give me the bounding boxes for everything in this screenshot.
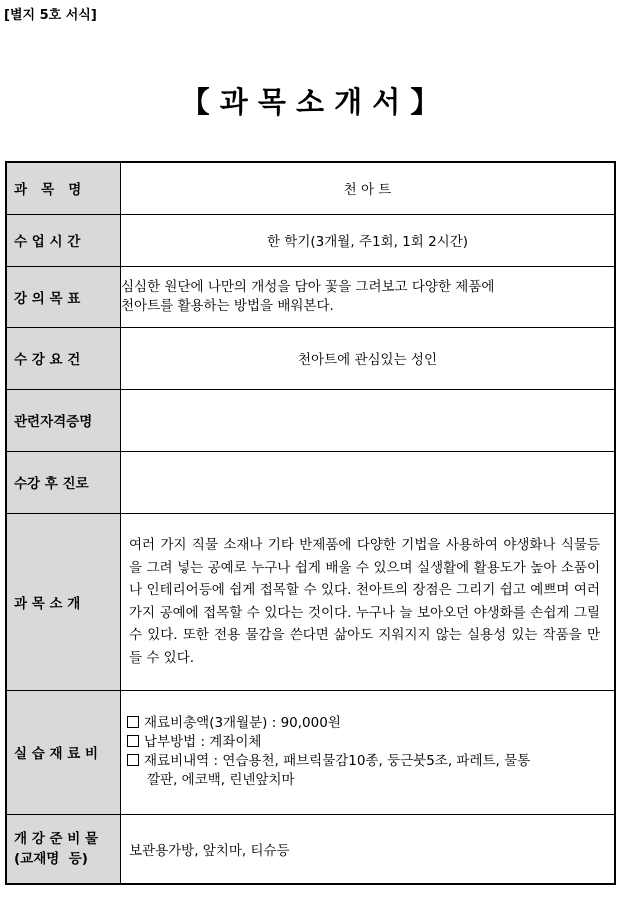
checkbox-icon [127, 716, 139, 728]
materials-item-continued: 깔판, 에코백, 린넨앞치마 [147, 772, 295, 788]
materials-list [121, 690, 616, 814]
career-label: 수강 후 진로 [6, 451, 121, 513]
class-hours-value: 한 학기(3개월, 주1회, 1회 2시간) [121, 214, 616, 266]
preparation-value: 보관용가방, 앞치마, 티슈등 [121, 814, 616, 884]
career-value [121, 451, 616, 513]
objective-line: 심심한 원단에 나만의 개성을 담아 꽃을 그려보고 다양한 제품에 [121, 278, 495, 295]
course-name-label: 과 목 명 [6, 162, 121, 214]
table-row [6, 814, 615, 884]
certification-value [121, 389, 616, 451]
preparation-label: 개 강 준 비 물 (교재명 등) [6, 814, 121, 884]
table-row [6, 451, 615, 513]
form-number-label: [별지 5호 서식] [4, 8, 97, 23]
materials-item: 재료비총액(3개월분) : 90,000원 [127, 714, 614, 733]
introduction-text: 여러 가지 직물 소재나 기타 반제품에 다양한 기법을 사용하여 야생화나 식물등을 그려 넣는 공예로 누구나 쉽게 배울 수 있으며 실생활에 활용도가 높아 소품이나 인테리어등에 쉽게 접목할 수 있다. 천아트의 장점은 그리기 쉽고 예쁘며 여러 가지 공예에 접목할 수 있다는 것이다. 누구나 늘 보아오던 야생화를 손쉽게 그릴 수 있다. 또한 전용 물감을 쓴다면 삶아도 지워지지 않는 실용성 있는 작품을 만들 수 있다. [121, 513, 616, 690]
table-row [6, 266, 615, 327]
course-name-value: 천 아 트 [121, 162, 616, 214]
objective-line: 천아트를 활용하는 방법을 배워본다. [121, 297, 334, 314]
checkbox-icon [127, 754, 139, 766]
materials-item: 재료비내역 : 연습용천, 패브릭물감10종, 둥근붓5조, 파레트, 물통 [127, 752, 614, 771]
document-title: 【 과 목 소 개 서 】 [180, 85, 440, 119]
class-hours-label: 수 업 시 간 [6, 214, 121, 266]
introduction-label: 과 목 소 개 [6, 513, 121, 690]
course-info-table [5, 161, 616, 885]
table-row [6, 327, 615, 389]
materials-item: 납부방법 : 계좌이체 [127, 733, 614, 752]
certification-label: 관련자격증명 [6, 389, 121, 451]
table-row [6, 389, 615, 451]
requirements-label: 수 강 요 건 [6, 327, 121, 389]
objective-value [121, 266, 616, 327]
table-row [6, 513, 615, 690]
objective-label: 강 의 목 표 [6, 266, 121, 327]
table-row [6, 214, 615, 266]
table-row [6, 690, 615, 814]
checkbox-icon [127, 735, 139, 747]
materials-label: 실 습 재 료 비 [6, 690, 121, 814]
requirements-value: 천아트에 관심있는 성인 [121, 327, 616, 389]
table-row [6, 162, 615, 214]
